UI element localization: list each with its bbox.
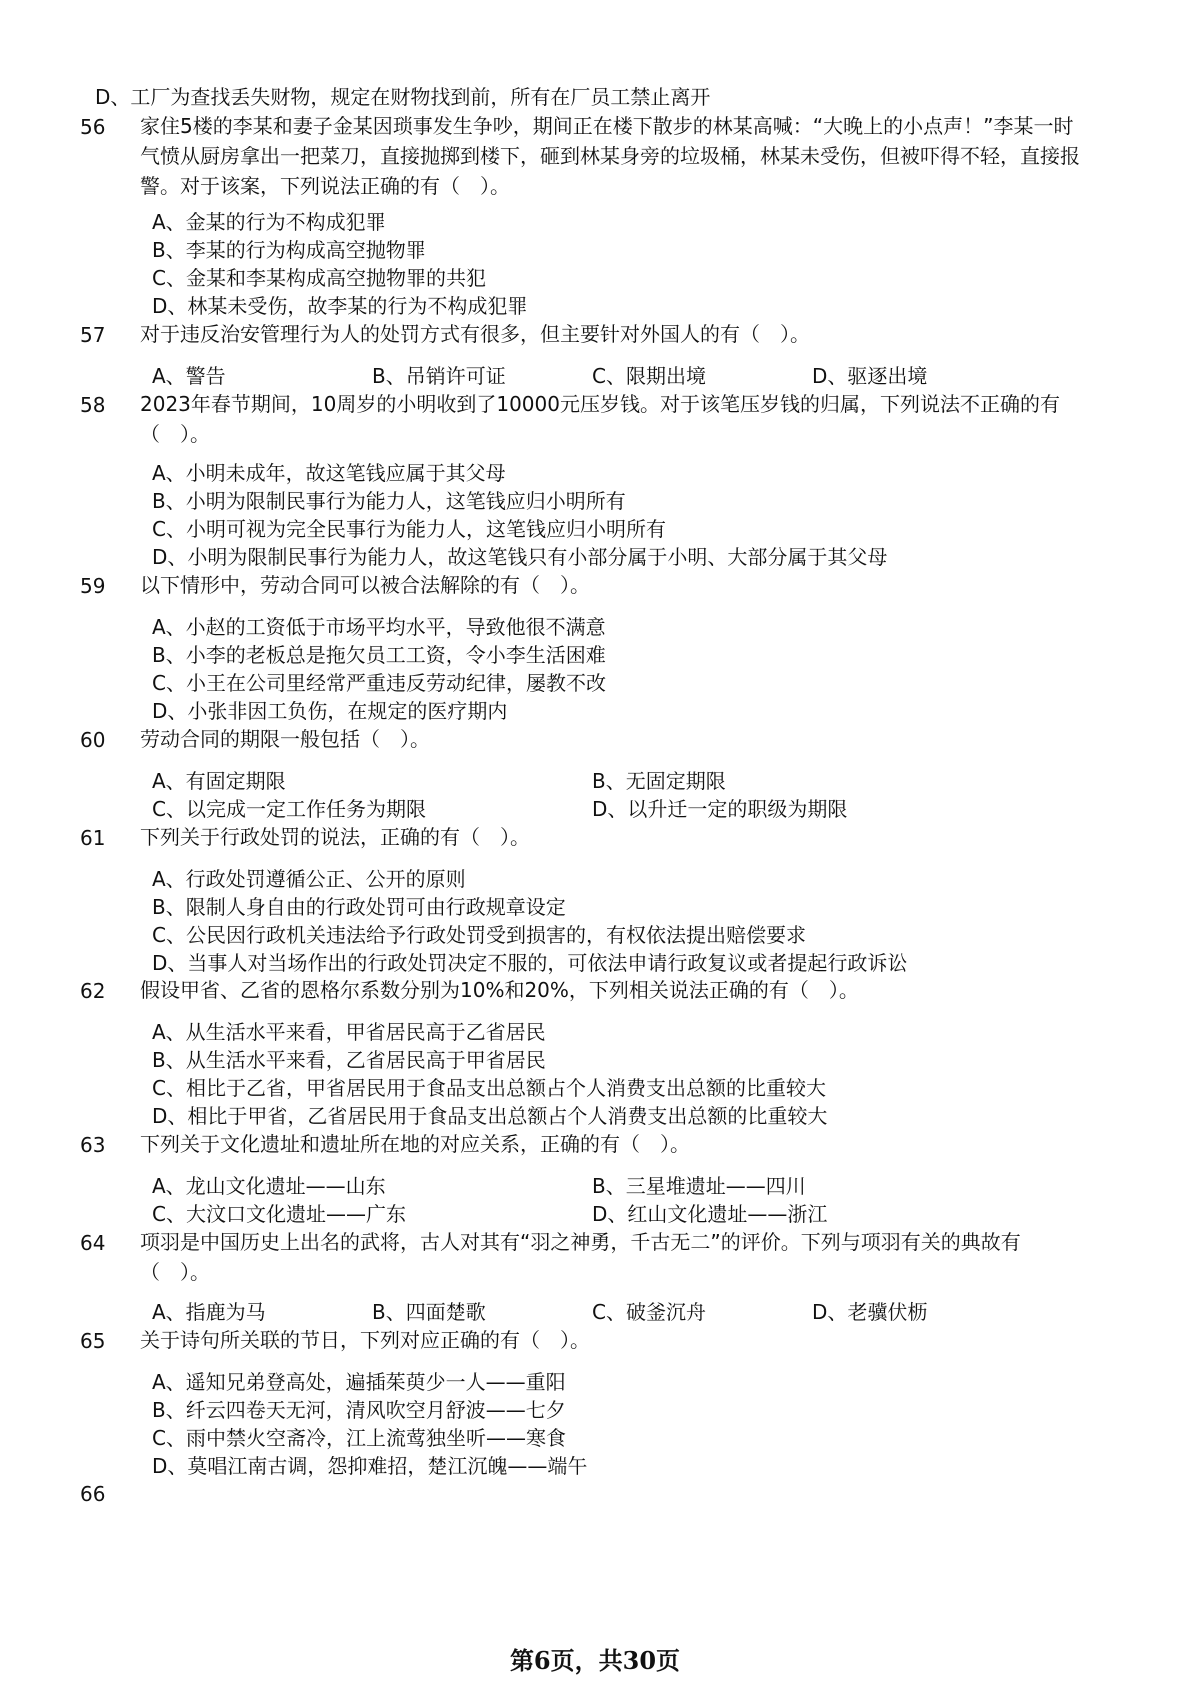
option: B、从生活水平来看，乙省居民高于甲省居民 [152, 1048, 546, 1072]
option: C、以完成一定工作任务为期限 [152, 797, 426, 821]
option: A、龙山文化遗址——山东 [152, 1174, 386, 1198]
option: C、小王在公司里经常严重违反劳动纪律，屡教不改 [152, 671, 606, 695]
question-number: 66 [80, 1482, 106, 1506]
question-stem: 对于违反治安管理行为人的处罚方式有很多，但主要针对外国人的有（ ）。 [140, 322, 810, 346]
option: B、四面楚歌 [372, 1300, 486, 1324]
option: A、遥知兄弟登高处，遍插茱萸少一人——重阳 [152, 1370, 566, 1394]
option: C、雨中禁火空斋冷，江上流莺独坐听——寒食 [152, 1426, 566, 1450]
question-stem: 项羽是中国历史上出名的武将，古人对其有“羽之神勇，千古无二”的评价。下列与项羽有关的典故有（ ）。 [140, 1230, 1021, 1284]
option: D、林某未受伤，故李某的行为不构成犯罪 [152, 294, 528, 318]
question-number: 63 [80, 1133, 106, 1157]
question-stem: 以下情形中，劳动合同可以被合法解除的有（ ）。 [140, 573, 590, 597]
option: A、行政处罚遵循公正、公开的原则 [152, 867, 466, 891]
question-stem: 2023年春节期间，10周岁的小明收到了10000元压岁钱。对于该笔压岁钱的归属，下列说法不正确的有（ ）。 [140, 392, 1060, 446]
option: D、莫唱江南古调，怨抑难招，楚江沉魄——端午 [152, 1454, 588, 1478]
option: D、驱逐出境 [812, 364, 928, 388]
option: A、有固定期限 [152, 769, 286, 793]
question-number: 59 [80, 574, 106, 598]
question-number: 61 [80, 826, 106, 850]
question-stem: 假设甲省、乙省的恩格尔系数分别为10%和20%，下列相关说法正确的有（ ）。 [140, 978, 859, 1002]
question-stem: 下列关于行政处罚的说法，正确的有（ ）。 [140, 825, 530, 849]
question-number: 58 [80, 393, 106, 417]
option: B、吊销许可证 [372, 364, 506, 388]
question-number: 65 [80, 1329, 106, 1353]
option: A、从生活水平来看，甲省居民高于乙省居民 [152, 1020, 546, 1044]
option: B、三星堆遗址——四川 [592, 1174, 806, 1198]
option: D、红山文化遗址——浙江 [592, 1202, 828, 1226]
question-stem: 下列关于文化遗址和遗址所在地的对应关系，正确的有（ ）。 [140, 1132, 690, 1156]
option: D、老骥伏枥 [812, 1300, 928, 1324]
option: D、小明为限制民事行为能力人，故这笔钱只有小部分属于小明、大部分属于其父母 [152, 545, 888, 569]
question-number: 56 [80, 115, 106, 139]
option: C、破釜沉舟 [592, 1300, 706, 1324]
option: B、李某的行为构成高空抛物罪 [152, 238, 426, 262]
question-number: 64 [80, 1231, 106, 1255]
page-footer: 第6页，共30页 [509, 1646, 681, 1675]
option: C、金某和李某构成高空抛物罪的共犯 [152, 266, 486, 290]
option: C、限期出境 [592, 364, 706, 388]
question-number: 57 [80, 323, 106, 347]
option: A、小明未成年，故这笔钱应属于其父母 [152, 461, 506, 485]
option: B、限制人身自由的行政处罚可由行政规章设定 [152, 895, 566, 919]
option: A、警告 [152, 364, 226, 388]
option: C、公民因行政机关违法给予行政处罚受到损害的，有权依法提出赔偿要求 [152, 923, 806, 947]
question-number: 62 [80, 979, 106, 1003]
option: C、小明可视为完全民事行为能力人，这笔钱应归小明所有 [152, 517, 666, 541]
option: B、纤云四卷天无河，清风吹空月舒波——七夕 [152, 1398, 566, 1422]
option: C、大汶口文化遗址——广东 [152, 1202, 406, 1226]
question-stem: 家住5楼的李某和妻子金某因琐事发生争吵，期间正在楼下散步的林某高喊：“大晚上的小点声！”李某一时气愤从厨房拿出一把菜刀，直接抛掷到楼下，砸到林某身旁的垃圾桶，林某未受伤，但被吓得不轻，直接报警。对于该案，下列说法正确的有（ ）。 [140, 114, 1080, 198]
option: D、当事人对当场作出的行政处罚决定不服的，可依法申请行政复议或者提起行政诉讼 [152, 951, 908, 975]
option: A、小赵的工资低于市场平均水平，导致他很不满意 [152, 615, 606, 639]
option: D、相比于甲省，乙省居民用于食品支出总额占个人消费支出总额的比重较大 [152, 1104, 828, 1128]
option: B、无固定期限 [592, 769, 726, 793]
option: A、指鹿为马 [152, 1300, 266, 1324]
option: B、小明为限制民事行为能力人，这笔钱应归小明所有 [152, 489, 626, 513]
question-number: 60 [80, 728, 106, 752]
option: A、金某的行为不构成犯罪 [152, 210, 386, 234]
leading-option: D、工厂为查找丢失财物，规定在财物找到前，所有在厂员工禁止离开 [95, 85, 711, 109]
option: D、小张非因工负伤，在规定的医疗期内 [152, 699, 508, 723]
option: B、小李的老板总是拖欠员工工资，令小李生活困难 [152, 643, 606, 667]
option: D、以升迁一定的职级为期限 [592, 797, 848, 821]
question-stem: 劳动合同的期限一般包括（ ）。 [140, 727, 430, 751]
question-stem: 关于诗句所关联的节日，下列对应正确的有（ ）。 [140, 1328, 590, 1352]
option: C、相比于乙省，甲省居民用于食品支出总额占个人消费支出总额的比重较大 [152, 1076, 826, 1100]
